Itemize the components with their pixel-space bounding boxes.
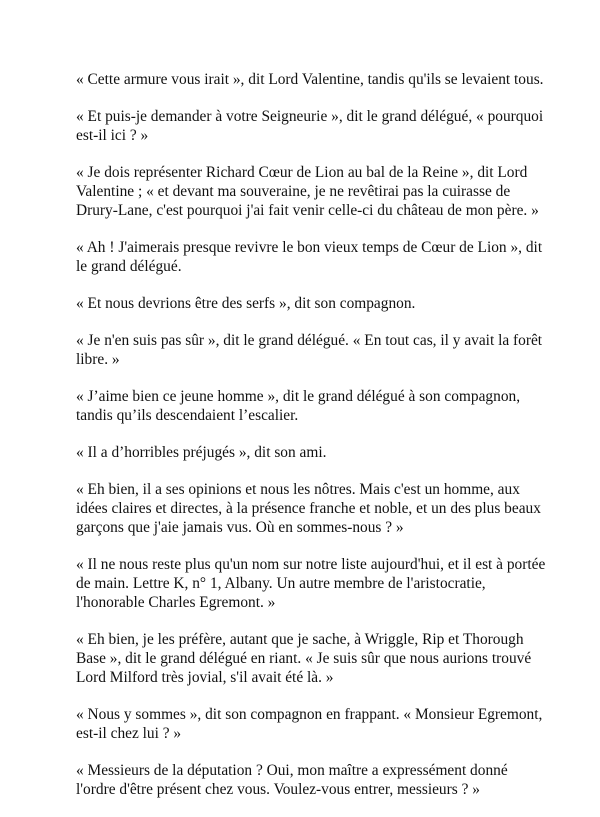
document-page bbox=[76, 70, 548, 817]
paragraph: « Eh bien, je les préfère, autant que je sache, à Wriggle, Rip et Thorough Base », dit le grand délégué en riant. « Je suis sûr que nous aurions trouvé Lord Milford très jovial, s'il avait été là. » bbox=[76, 631, 532, 686]
paragraph: « Ah ! J'aimerais presque revivre le bon vieux temps de Cœur de Lion », dit le grand délégué. bbox=[76, 239, 543, 275]
paragraph: « Je n'en suis pas sûr », dit le grand délégué. « En tout cas, il y avait la forêt libre. » bbox=[76, 332, 543, 368]
paragraph: « Nous y sommes », dit son compagnon en frappant. « Monsieur Egremont, est-il chez lui ? » bbox=[76, 706, 543, 742]
paragraph: « Et nous devrions être des serfs », dit son compagnon. bbox=[76, 295, 416, 312]
paragraph: « Je dois représenter Richard Cœur de Lion au bal de la Reine », dit Lord Valentine ; « et devant ma souveraine, je ne revêtirai pas la cuirasse de Drury-Lane, c'est pourquoi j'ai fait venir celle-ci du château de mon père. » bbox=[76, 164, 539, 219]
paragraph: « Il ne nous reste plus qu'un nom sur notre liste aujourd'hui, et il est à portée de main. Lettre K, n° 1, Albany. Un autre membre de l'aristocratie, l'honorable Charles Egremont. » bbox=[76, 556, 546, 611]
paragraph: « J’aime bien ce jeune homme », dit le grand délégué à son compagnon, tandis qu’ils descendaient l’escalier. bbox=[76, 388, 521, 424]
paragraph: « Et puis-je demander à votre Seigneurie », dit le grand délégué, « pourquoi est-il ici ? » bbox=[76, 108, 544, 144]
paragraph: « Cette armure vous irait », dit Lord Valentine, tandis qu'ils se levaient tous. bbox=[76, 71, 544, 88]
paragraph: « Il a d’horribles préjugés », dit son ami. bbox=[76, 444, 327, 461]
paragraph: « Eh bien, il a ses opinions et nous les nôtres. Mais c'est un homme, aux idées claires et directes, à la présence franche et noble, et un des plus beaux garçons que j'aie jamais vus. Où en sommes-nous ? » bbox=[76, 481, 541, 536]
paragraph: « Messieurs de la députation ? Oui, mon maître a expressément donné l'ordre d'être présent chez vous. Voulez-vous entrer, messieurs ? » bbox=[76, 762, 508, 798]
